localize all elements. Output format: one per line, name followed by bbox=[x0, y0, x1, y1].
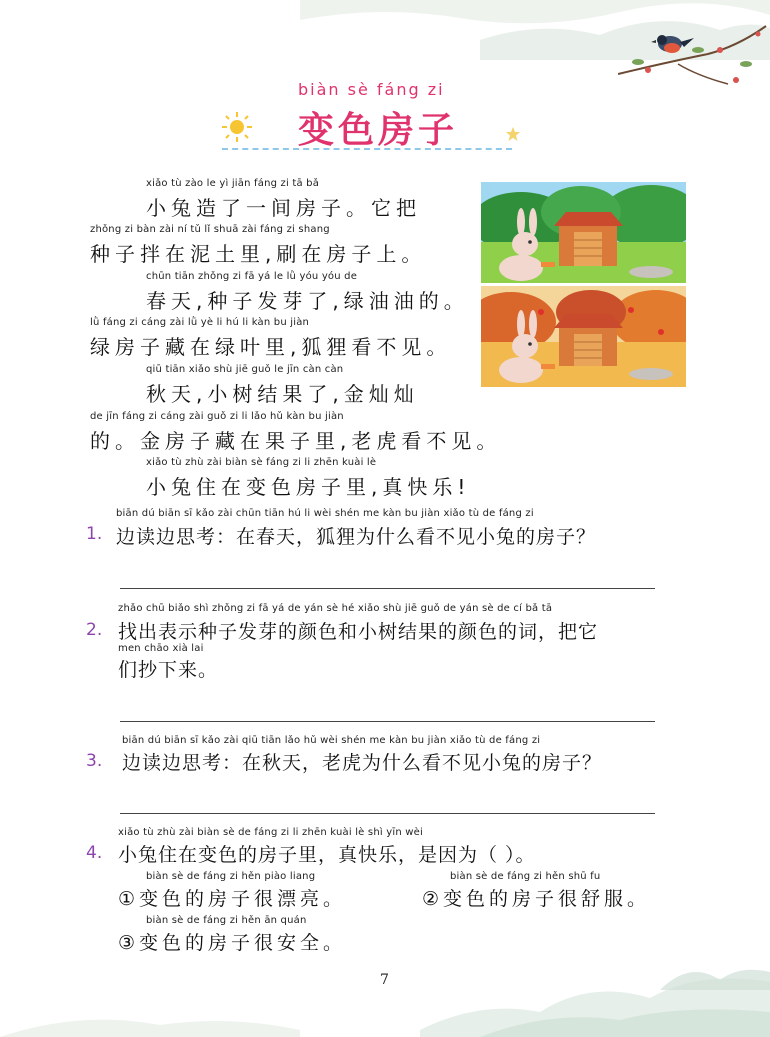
illustration-rabbit-houses bbox=[481, 182, 686, 387]
question-2-pinyin-line2: men chāo xià lai bbox=[118, 643, 204, 654]
star-icon bbox=[505, 126, 521, 142]
question-1-pinyin: biān dú biān sī kǎo zài chūn tiān hú li wèi shén me kàn bu jiàn xiǎo tù de fáng zi bbox=[116, 508, 534, 519]
option-2-pinyin: biàn sè de fáng zi hěn shū fu bbox=[450, 871, 601, 882]
story-line-5-pinyin: qiū tiān xiǎo shù jiē guǒ le jīn càn càn bbox=[146, 364, 344, 375]
question-3-number: 3. bbox=[86, 751, 103, 771]
landscape-decoration-bottom bbox=[420, 920, 770, 1037]
story-line-3-pinyin: chūn tiān zhǒng zi fā yá le lǜ yóu yóu de bbox=[146, 271, 358, 282]
page-title: 变色房子 bbox=[298, 110, 459, 151]
story-line-2: 种子拌在泥土里,刷在房子上。 bbox=[90, 242, 427, 266]
option-3[interactable]: ③变色的房子很安全。 bbox=[118, 932, 347, 954]
title-underline bbox=[222, 148, 512, 150]
option-2[interactable]: ②变色的房子很舒服。 bbox=[422, 888, 651, 910]
question-2-text-line2: 们抄下来。 bbox=[118, 659, 219, 681]
answer-line-2[interactable] bbox=[120, 721, 655, 722]
question-1-number: 1. bbox=[86, 524, 103, 544]
question-4-text: 小兔住在变色的房子里，真快乐，是因为（ ）。 bbox=[118, 844, 536, 866]
sun-icon bbox=[220, 110, 254, 144]
question-2-text: 找出表示种子发芽的颜色和小树结果的颜色的词，把它 bbox=[118, 621, 599, 643]
story-line-4: 绿房子藏在绿叶里,狐狸看不见。 bbox=[90, 335, 452, 359]
question-3-pinyin: biān dú biān sī kǎo zài qiū tiān lǎo hǔ wèi shén me kàn bu jiàn xiǎo tù de fáng zi bbox=[122, 735, 541, 746]
answer-line-1[interactable] bbox=[120, 588, 655, 589]
landscape-decoration-bottom-left bbox=[0, 980, 300, 1037]
title-pinyin: biàn sè fáng zi bbox=[298, 80, 445, 99]
story-line-1: 小兔造了一间房子。它把 bbox=[146, 196, 421, 220]
question-1-text: 边读边思考：在春天，狐狸为什么看不见小兔的房子？ bbox=[116, 526, 597, 548]
page-number: 7 bbox=[380, 972, 389, 988]
story-line-6: 的。金房子藏在果子里,老虎看不见。 bbox=[90, 429, 502, 453]
question-3-text: 边读边思考：在秋天，老虎为什么看不见小兔的房子？ bbox=[122, 752, 603, 774]
story-line-5: 秋天,小树结果了,金灿灿 bbox=[146, 382, 419, 406]
bird-branch-icon bbox=[618, 14, 768, 94]
story-line-4-pinyin: lǜ fáng zi cáng zài lǜ yè li hú li kàn bu jiàn bbox=[90, 317, 310, 328]
story-line-2-pinyin: zhǒng zi bàn zài ní tǔ lǐ shuā zài fáng zi shang bbox=[90, 224, 330, 235]
story-line-7-pinyin: xiǎo tù zhù zài biàn sè fáng zi li zhēn kuài lè bbox=[146, 457, 377, 468]
question-2-pinyin: zhǎo chū biǎo shì zhǒng zi fā yá de yán sè hé xiǎo shù jiē guǒ de yán sè de cí bǎ tā bbox=[118, 603, 553, 614]
option-3-pinyin: biàn sè de fáng zi hěn ān quán bbox=[146, 915, 307, 926]
question-4-number: 4. bbox=[86, 843, 103, 863]
option-1-pinyin: biàn sè de fáng zi hěn piào liang bbox=[146, 871, 316, 882]
answer-line-3[interactable] bbox=[120, 813, 655, 814]
question-4-pinyin: xiǎo tù zhù zài biàn sè de fáng zi li zhēn kuài lè shì yīn wèi bbox=[118, 827, 423, 838]
story-line-7: 小兔住在变色房子里,真快乐! bbox=[146, 475, 471, 499]
story-line-6-pinyin: de jīn fáng zi cáng zài guǒ zi li lǎo hǔ kàn bu jiàn bbox=[90, 411, 344, 422]
question-2-number: 2. bbox=[86, 620, 103, 640]
option-1[interactable]: ①变色的房子很漂亮。 bbox=[118, 888, 347, 910]
story-line-3: 春天,种子发芽了,绿油油的。 bbox=[146, 289, 469, 313]
story-line-1-pinyin: xiǎo tù zào le yì jiān fáng zi tā bǎ bbox=[146, 178, 320, 189]
